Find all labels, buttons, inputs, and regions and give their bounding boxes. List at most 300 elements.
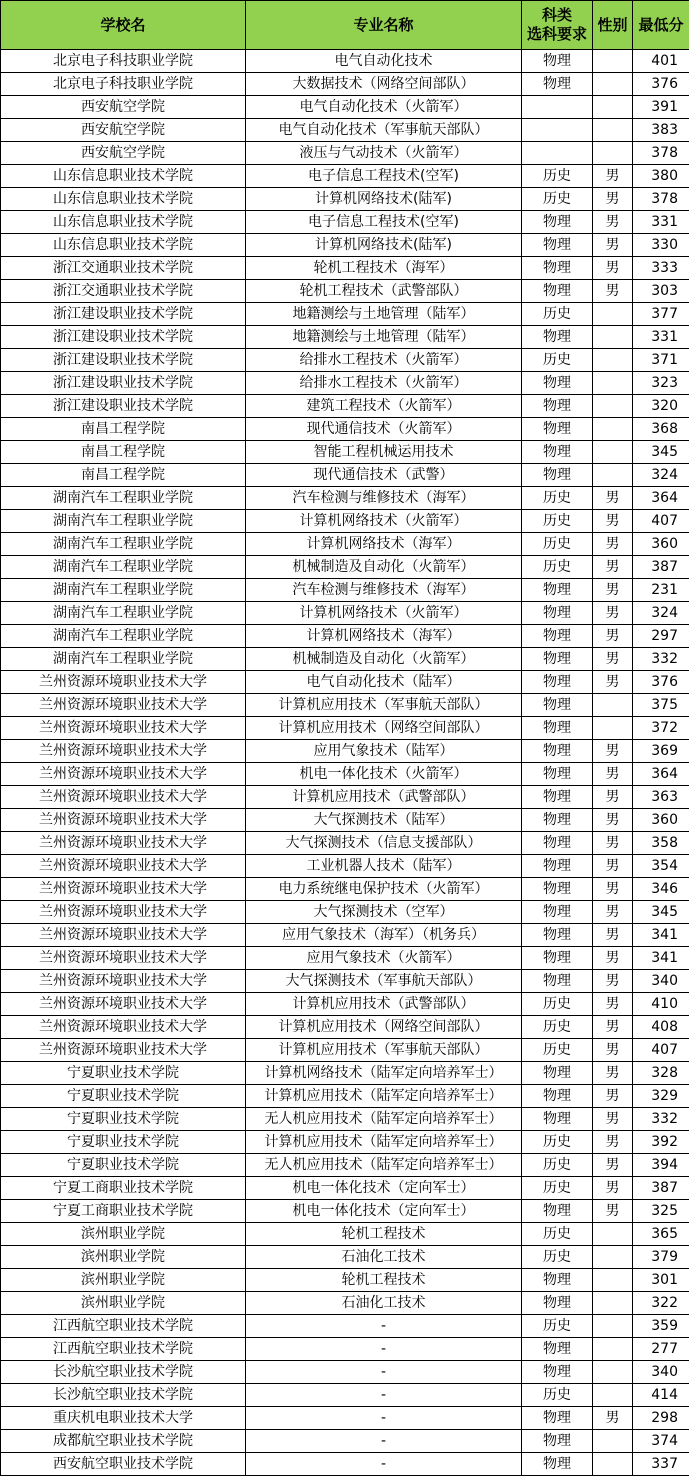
- table-row: [1, 464, 689, 487]
- major-cell: 石油化工技术: [246, 1246, 522, 1269]
- score-cell: 387: [633, 1177, 689, 1200]
- subject-cell: 物理: [522, 1085, 593, 1108]
- table-row: [1, 280, 689, 303]
- gender-cell: 男: [593, 901, 633, 924]
- subject-cell: 物理: [522, 441, 593, 464]
- score-cell: 401: [633, 50, 689, 73]
- table-row: [1, 993, 689, 1016]
- school-cell: 江西航空职业技术学院: [1, 1338, 246, 1361]
- subject-cell: 物理: [522, 579, 593, 602]
- major-cell: 应用气象技术（陆军）: [246, 740, 522, 763]
- school-cell: 浙江建设职业技术学院: [1, 303, 246, 326]
- score-cell: 297: [633, 625, 689, 648]
- school-cell: 兰州资源环境职业技术大学: [1, 993, 246, 1016]
- school-cell: 滨州职业学院: [1, 1292, 246, 1315]
- score-cell: 369: [633, 740, 689, 763]
- table-row: [1, 510, 689, 533]
- subject-cell: 物理: [522, 717, 593, 740]
- subject-cell: 物理: [522, 602, 593, 625]
- gender-cell: 男: [593, 970, 633, 993]
- subject-cell: 物理: [522, 1292, 593, 1315]
- major-cell: 给排水工程技术（火箭军）: [246, 349, 522, 372]
- major-cell: 应用气象技术（火箭军）: [246, 947, 522, 970]
- score-cell: 337: [633, 1453, 689, 1476]
- subject-cell: 历史: [522, 487, 593, 510]
- score-cell: 376: [633, 671, 689, 694]
- subject-cell: 物理: [522, 372, 593, 395]
- gender-cell: 男: [593, 993, 633, 1016]
- school-cell: 浙江建设职业技术学院: [1, 372, 246, 395]
- subject-cell: 物理: [522, 924, 593, 947]
- subject-cell: 物理: [522, 671, 593, 694]
- school-cell: 湖南汽车工程职业学院: [1, 510, 246, 533]
- gender-cell: [593, 1269, 633, 1292]
- major-cell: 计算机应用技术（陆军定向培养军士）: [246, 1131, 522, 1154]
- gender-cell: [593, 1453, 633, 1476]
- school-cell: 山东信息职业技术学院: [1, 165, 246, 188]
- school-cell: 湖南汽车工程职业学院: [1, 648, 246, 671]
- school-cell: 兰州资源环境职业技术大学: [1, 740, 246, 763]
- gender-cell: 男: [593, 786, 633, 809]
- table-row: [1, 1108, 689, 1131]
- major-cell: 大气探测技术（信息支援部队）: [246, 832, 522, 855]
- major-cell: 计算机应用技术（军事航天部队）: [246, 694, 522, 717]
- table-row: [1, 372, 689, 395]
- gender-cell: [593, 1338, 633, 1361]
- school-cell: 西安航空职业技术学院: [1, 1453, 246, 1476]
- score-cell: 375: [633, 694, 689, 717]
- gender-cell: [593, 418, 633, 441]
- score-cell: 391: [633, 96, 689, 119]
- table-row: [1, 1039, 689, 1062]
- school-cell: 山东信息职业技术学院: [1, 188, 246, 211]
- subject-cell: [522, 142, 593, 165]
- major-cell: 电气自动化技术（火箭军）: [246, 96, 522, 119]
- score-cell: 322: [633, 1292, 689, 1315]
- gender-cell: 男: [593, 1085, 633, 1108]
- gender-cell: 男: [593, 1407, 633, 1430]
- score-cell: 365: [633, 1223, 689, 1246]
- major-cell: 计算机网络技术（海军）: [246, 625, 522, 648]
- table-row: [1, 924, 689, 947]
- score-cell: 345: [633, 441, 689, 464]
- gender-cell: [593, 717, 633, 740]
- gender-cell: 男: [593, 234, 633, 257]
- major-cell: 无人机应用技术（陆军定向培养军士）: [246, 1108, 522, 1131]
- school-cell: 山东信息职业技术学院: [1, 234, 246, 257]
- table-row: [1, 234, 689, 257]
- table-row: [1, 901, 689, 924]
- major-cell: -: [246, 1453, 522, 1476]
- table-row: [1, 441, 689, 464]
- score-cell: 383: [633, 119, 689, 142]
- table-row: [1, 487, 689, 510]
- table-row: [1, 740, 689, 763]
- table-row: [1, 855, 689, 878]
- score-cell: 354: [633, 855, 689, 878]
- subject-cell: 历史: [522, 1154, 593, 1177]
- major-cell: 计算机网络技术（火箭军）: [246, 510, 522, 533]
- score-cell: 330: [633, 234, 689, 257]
- gender-cell: [593, 1292, 633, 1315]
- gender-cell: 男: [593, 1177, 633, 1200]
- score-cell: 363: [633, 786, 689, 809]
- table-row: [1, 1062, 689, 1085]
- subject-cell: 物理: [522, 395, 593, 418]
- school-cell: 北京电子科技职业学院: [1, 73, 246, 96]
- major-cell: -: [246, 1315, 522, 1338]
- table-row: [1, 395, 689, 418]
- table-row: [1, 602, 689, 625]
- table-row: [1, 96, 689, 119]
- school-cell: 浙江建设职业技术学院: [1, 349, 246, 372]
- score-cell: 372: [633, 717, 689, 740]
- school-cell: 滨州职业学院: [1, 1269, 246, 1292]
- score-cell: 359: [633, 1315, 689, 1338]
- table-row: [1, 1223, 689, 1246]
- major-cell: 智能工程机械运用技术: [246, 441, 522, 464]
- subject-cell: 物理: [522, 740, 593, 763]
- subject-cell: 物理: [522, 1338, 593, 1361]
- gender-cell: 男: [593, 211, 633, 234]
- major-cell: -: [246, 1384, 522, 1407]
- gender-cell: [593, 142, 633, 165]
- subject-cell: 历史: [522, 188, 593, 211]
- major-cell: -: [246, 1361, 522, 1384]
- subject-cell: 物理: [522, 786, 593, 809]
- table-row: [1, 579, 689, 602]
- score-cell: 407: [633, 1039, 689, 1062]
- major-cell: 电气自动化技术（军事航天部队）: [246, 119, 522, 142]
- gender-cell: [593, 1384, 633, 1407]
- major-cell: 机电一体化技术（定向军士）: [246, 1200, 522, 1223]
- score-cell: 340: [633, 970, 689, 993]
- score-cell: 408: [633, 1016, 689, 1039]
- score-cell: 364: [633, 487, 689, 510]
- table-row: [1, 1453, 689, 1476]
- major-cell: 电子信息工程技术(空军): [246, 211, 522, 234]
- major-cell: 电气自动化技术（陆军）: [246, 671, 522, 694]
- table-body: [1, 50, 689, 1476]
- subject-cell: 物理: [522, 464, 593, 487]
- header-subject: [522, 1, 593, 50]
- major-cell: 计算机应用技术（武警部队）: [246, 993, 522, 1016]
- gender-cell: [593, 395, 633, 418]
- gender-cell: 男: [593, 188, 633, 211]
- school-cell: 成都航空职业技术学院: [1, 1430, 246, 1453]
- gender-cell: 男: [593, 579, 633, 602]
- major-cell: 工业机器人技术（陆军）: [246, 855, 522, 878]
- school-cell: 兰州资源环境职业技术大学: [1, 832, 246, 855]
- gender-cell: 男: [593, 1108, 633, 1131]
- score-cell: 298: [633, 1407, 689, 1430]
- major-cell: 大气探测技术（军事航天部队）: [246, 970, 522, 993]
- gender-cell: [593, 1361, 633, 1384]
- subject-cell: 物理: [522, 625, 593, 648]
- subject-cell: 物理: [522, 648, 593, 671]
- header-subject-line2: 选科要求: [522, 25, 592, 44]
- school-cell: 兰州资源环境职业技术大学: [1, 1016, 246, 1039]
- table-row: [1, 786, 689, 809]
- school-cell: 兰州资源环境职业技术大学: [1, 694, 246, 717]
- score-cell: 333: [633, 257, 689, 280]
- school-cell: 湖南汽车工程职业学院: [1, 533, 246, 556]
- subject-cell: 物理: [522, 1453, 593, 1476]
- major-cell: 地籍测绘与土地管理（陆军）: [246, 303, 522, 326]
- score-cell: 360: [633, 809, 689, 832]
- gender-cell: 男: [593, 556, 633, 579]
- major-cell: 轮机工程技术: [246, 1269, 522, 1292]
- score-cell: 301: [633, 1269, 689, 1292]
- subject-cell: 物理: [522, 1407, 593, 1430]
- score-cell: 377: [633, 303, 689, 326]
- subject-cell: 物理: [522, 809, 593, 832]
- table-row: [1, 303, 689, 326]
- school-cell: 兰州资源环境职业技术大学: [1, 809, 246, 832]
- major-cell: 计算机应用技术（军事航天部队）: [246, 1039, 522, 1062]
- table-row: [1, 947, 689, 970]
- subject-cell: 物理: [522, 855, 593, 878]
- gender-cell: 男: [593, 763, 633, 786]
- subject-cell: 物理: [522, 280, 593, 303]
- school-cell: 南昌工程学院: [1, 441, 246, 464]
- gender-cell: [593, 1315, 633, 1338]
- major-cell: 现代通信技术（火箭军）: [246, 418, 522, 441]
- subject-cell: 历史: [522, 556, 593, 579]
- school-cell: 宁夏职业技术学院: [1, 1154, 246, 1177]
- school-cell: 兰州资源环境职业技术大学: [1, 855, 246, 878]
- subject-cell: 历史: [522, 1384, 593, 1407]
- school-cell: 湖南汽车工程职业学院: [1, 579, 246, 602]
- header-major: 专业名称: [246, 1, 522, 50]
- score-cell: 332: [633, 1108, 689, 1131]
- subject-cell: 历史: [522, 1039, 593, 1062]
- school-cell: 宁夏职业技术学院: [1, 1085, 246, 1108]
- major-cell: 地籍测绘与土地管理（陆军）: [246, 326, 522, 349]
- school-cell: 山东信息职业技术学院: [1, 211, 246, 234]
- table-row: [1, 1338, 689, 1361]
- table-row: [1, 533, 689, 556]
- school-cell: 宁夏职业技术学院: [1, 1108, 246, 1131]
- header-score: 最低分: [633, 1, 689, 50]
- gender-cell: 男: [593, 878, 633, 901]
- school-cell: 兰州资源环境职业技术大学: [1, 671, 246, 694]
- table-row: [1, 349, 689, 372]
- header-gender: 性别: [593, 1, 633, 50]
- school-cell: 湖南汽车工程职业学院: [1, 487, 246, 510]
- major-cell: 计算机应用技术（武警部队）: [246, 786, 522, 809]
- major-cell: 应用气象技术（海军）（机务兵）: [246, 924, 522, 947]
- major-cell: 给排水工程技术（火箭军）: [246, 372, 522, 395]
- score-cell: 303: [633, 280, 689, 303]
- subject-cell: [522, 96, 593, 119]
- major-cell: 大数据技术（网络空间部队）: [246, 73, 522, 96]
- table-row: [1, 142, 689, 165]
- gender-cell: 男: [593, 855, 633, 878]
- gender-cell: 男: [593, 832, 633, 855]
- major-cell: 计算机应用技术（网络空间部队）: [246, 1016, 522, 1039]
- score-cell: 345: [633, 901, 689, 924]
- subject-cell: 物理: [522, 418, 593, 441]
- subject-cell: 物理: [522, 50, 593, 73]
- major-cell: 轮机工程技术: [246, 1223, 522, 1246]
- gender-cell: 男: [593, 280, 633, 303]
- school-cell: 浙江交通职业技术学院: [1, 280, 246, 303]
- score-cell: 329: [633, 1085, 689, 1108]
- subject-cell: 物理: [522, 326, 593, 349]
- gender-cell: [593, 326, 633, 349]
- table-row: [1, 809, 689, 832]
- gender-cell: 男: [593, 1039, 633, 1062]
- subject-cell: 物理: [522, 763, 593, 786]
- subject-cell: 物理: [522, 878, 593, 901]
- gender-cell: 男: [593, 1154, 633, 1177]
- table-row: [1, 73, 689, 96]
- table-row: [1, 1177, 689, 1200]
- major-cell: 汽车检测与维修技术（海军）: [246, 487, 522, 510]
- score-cell: 231: [633, 579, 689, 602]
- table-row: [1, 1016, 689, 1039]
- subject-cell: 历史: [522, 1177, 593, 1200]
- school-cell: 宁夏工商职业技术学院: [1, 1177, 246, 1200]
- major-cell: 汽车检测与维修技术（海军）: [246, 579, 522, 602]
- school-cell: 湖南汽车工程职业学院: [1, 556, 246, 579]
- table-row: [1, 1407, 689, 1430]
- subject-cell: 物理: [522, 1269, 593, 1292]
- major-cell: 电力系统继电保护技术（火箭军）: [246, 878, 522, 901]
- gender-cell: 男: [593, 740, 633, 763]
- subject-cell: 历史: [522, 349, 593, 372]
- school-cell: 宁夏职业技术学院: [1, 1131, 246, 1154]
- gender-cell: 男: [593, 671, 633, 694]
- subject-cell: [522, 119, 593, 142]
- table-row: [1, 326, 689, 349]
- subject-cell: 物理: [522, 970, 593, 993]
- school-cell: 西安航空学院: [1, 96, 246, 119]
- score-cell: 346: [633, 878, 689, 901]
- table-row: [1, 1315, 689, 1338]
- gender-cell: [593, 96, 633, 119]
- major-cell: 计算机应用技术（网络空间部队）: [246, 717, 522, 740]
- gender-cell: 男: [593, 1062, 633, 1085]
- gender-cell: 男: [593, 947, 633, 970]
- header-row: [1, 1, 689, 50]
- table-row: [1, 1246, 689, 1269]
- school-cell: 兰州资源环境职业技术大学: [1, 878, 246, 901]
- table-row: [1, 119, 689, 142]
- table-row: [1, 671, 689, 694]
- score-cell: 374: [633, 1430, 689, 1453]
- major-cell: 无人机应用技术（陆军定向培养军士）: [246, 1154, 522, 1177]
- major-cell: 计算机网络技术（海军）: [246, 533, 522, 556]
- gender-cell: 男: [593, 533, 633, 556]
- major-cell: 大气探测技术（陆军）: [246, 809, 522, 832]
- major-cell: 电气自动化技术: [246, 50, 522, 73]
- subject-cell: 历史: [522, 1131, 593, 1154]
- header-school: 学校名: [1, 1, 246, 50]
- gender-cell: [593, 441, 633, 464]
- table-header: [1, 1, 689, 50]
- score-cell: 320: [633, 395, 689, 418]
- school-cell: 重庆机电职业技术大学: [1, 1407, 246, 1430]
- gender-cell: [593, 1223, 633, 1246]
- table-row: [1, 418, 689, 441]
- gender-cell: 男: [593, 1016, 633, 1039]
- school-cell: 长沙航空职业技术学院: [1, 1384, 246, 1407]
- table-row: [1, 1292, 689, 1315]
- major-cell: 计算机网络技术（陆军定向培养军士）: [246, 1062, 522, 1085]
- major-cell: 石油化工技术: [246, 1292, 522, 1315]
- table-row: [1, 1154, 689, 1177]
- subject-cell: 历史: [522, 1016, 593, 1039]
- subject-cell: 物理: [522, 257, 593, 280]
- score-cell: 328: [633, 1062, 689, 1085]
- score-cell: 368: [633, 418, 689, 441]
- table-row: [1, 1200, 689, 1223]
- major-cell: 计算机网络技术(陆军): [246, 188, 522, 211]
- subject-cell: 历史: [522, 165, 593, 188]
- score-cell: 324: [633, 464, 689, 487]
- major-cell: 大气探测技术（空军）: [246, 901, 522, 924]
- subject-cell: 历史: [522, 510, 593, 533]
- score-cell: 331: [633, 211, 689, 234]
- score-cell: 331: [633, 326, 689, 349]
- subject-cell: 物理: [522, 1108, 593, 1131]
- subject-cell: 物理: [522, 1062, 593, 1085]
- table-row: [1, 694, 689, 717]
- subject-cell: 历史: [522, 1223, 593, 1246]
- score-cell: 392: [633, 1131, 689, 1154]
- table-row: [1, 1430, 689, 1453]
- gender-cell: [593, 73, 633, 96]
- gender-cell: 男: [593, 648, 633, 671]
- major-cell: 机械制造及自动化（火箭军）: [246, 556, 522, 579]
- gender-cell: 男: [593, 510, 633, 533]
- major-cell: 建筑工程技术（火箭军）: [246, 395, 522, 418]
- school-cell: 兰州资源环境职业技术大学: [1, 1039, 246, 1062]
- gender-cell: [593, 119, 633, 142]
- score-cell: 376: [633, 73, 689, 96]
- subject-cell: 物理: [522, 234, 593, 257]
- score-cell: 364: [633, 763, 689, 786]
- school-cell: 兰州资源环境职业技术大学: [1, 970, 246, 993]
- gender-cell: 男: [593, 602, 633, 625]
- table-row: [1, 970, 689, 993]
- gender-cell: 男: [593, 257, 633, 280]
- table-row: [1, 763, 689, 786]
- school-cell: 江西航空职业技术学院: [1, 1315, 246, 1338]
- major-cell: -: [246, 1430, 522, 1453]
- major-cell: 液压与气动技术（火箭军）: [246, 142, 522, 165]
- school-cell: 西安航空学院: [1, 142, 246, 165]
- score-cell: 407: [633, 510, 689, 533]
- table-row: [1, 1384, 689, 1407]
- major-cell: 电子信息工程技术(空军): [246, 165, 522, 188]
- table-row: [1, 1269, 689, 1292]
- subject-cell: 物理: [522, 694, 593, 717]
- table-row: [1, 556, 689, 579]
- subject-cell: 历史: [522, 303, 593, 326]
- school-cell: 宁夏职业技术学院: [1, 1062, 246, 1085]
- table-row: [1, 832, 689, 855]
- subject-cell: 历史: [522, 993, 593, 1016]
- score-cell: 394: [633, 1154, 689, 1177]
- school-cell: 浙江交通职业技术学院: [1, 257, 246, 280]
- score-cell: 414: [633, 1384, 689, 1407]
- major-cell: 机电一体化技术（定向军士）: [246, 1177, 522, 1200]
- major-cell: 现代通信技术（武警）: [246, 464, 522, 487]
- gender-cell: [593, 303, 633, 326]
